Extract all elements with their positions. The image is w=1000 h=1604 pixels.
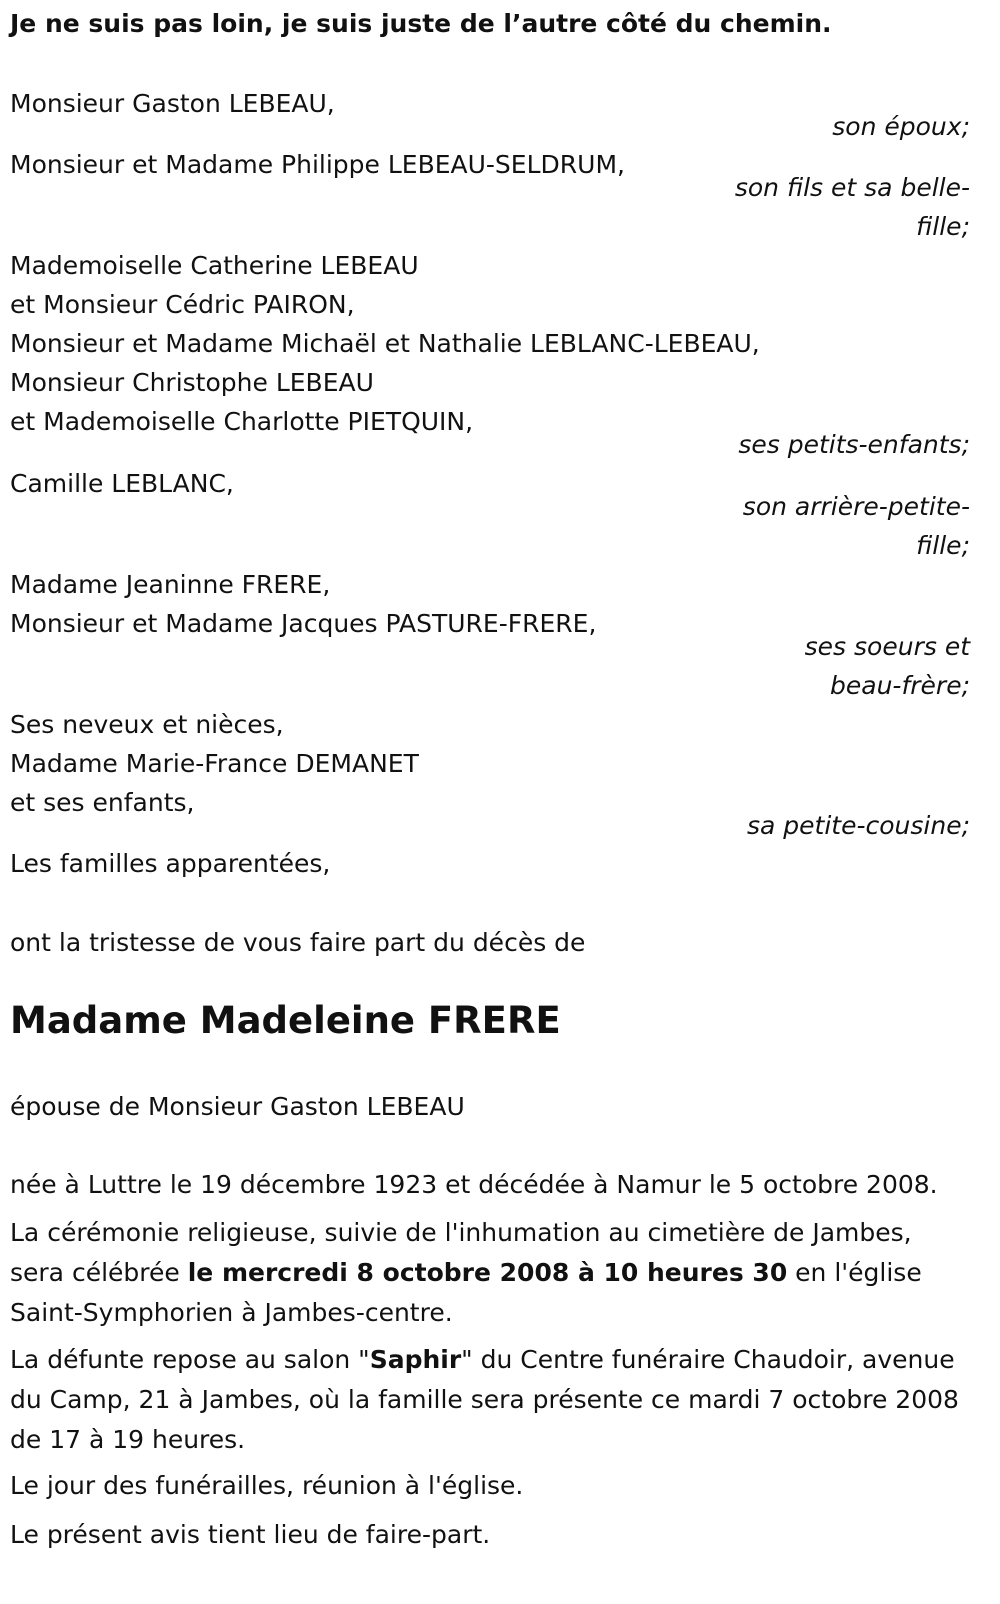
repose-text: La défunte repose au salon " [10,1345,370,1374]
ceremony-date: le mercredi 8 octobre 2008 à 10 heures 30 [187,1258,788,1287]
family-line: et ses enfants, [10,788,195,817]
family-line: Monsieur et Madame Philippe LEBEAU-SELDRUM, [10,150,625,179]
relation-label: fille; [916,212,970,241]
repose-text: " du Centre funéraire Chaudoir, avenue du Camp, 21 à Jambes, où la famille sera présente ce mardi 7 octobre 2008 de 17 à 19 heures. [10,1345,959,1454]
relation-label: ses soeurs et [804,632,970,661]
family-line: Monsieur et Madame Jacques PASTURE-FRERE, [10,609,597,638]
deceased-name: Madame Madeleine FRERE [10,999,561,1042]
relation-label: ses petits-enfants; [738,430,970,459]
salon-name: Saphir [369,1345,462,1374]
relation-label: son époux; [832,112,970,141]
family-line: Monsieur et Madame Michaël et Nathalie LEBLANC-LEBEAU, [10,329,760,358]
relation-label: fille; [916,531,970,560]
ceremony-paragraph [10,1213,972,1333]
family-line: Ses neveux et nièces, [10,710,284,739]
motto-heading: Je ne suis pas loin, je suis juste de l’autre côté du chemin. [10,9,832,38]
family-line: Mademoiselle Catherine LEBEAU [10,251,419,280]
repose-paragraph [10,1340,972,1460]
family-line: Madame Jeaninne FRERE, [10,570,331,599]
family-line: Monsieur Gaston LEBEAU, [10,89,335,118]
announcement-line: ont la tristesse de vous faire part du décès de [10,928,586,957]
birth-death-line: née à Luttre le 19 décembre 1923 et décédée à Namur le 5 octobre 2008. [10,1170,938,1199]
relation-label: sa petite-cousine; [747,811,970,840]
family-line: et Monsieur Cédric PAIRON, [10,290,355,319]
family-line: Monsieur Christophe LEBEAU [10,368,374,397]
relation-label: son arrière-petite- [742,492,970,521]
family-line: et Mademoiselle Charlotte PIETQUIN, [10,407,474,436]
notice-line: Le présent avis tient lieu de faire-part. [10,1520,491,1549]
ceremony-text: La cérémonie religieuse, suivie de l'inhumation au cimetière de Jambes, sera célébrée [10,1218,912,1287]
family-line: Les familles apparentées, [10,849,331,878]
family-line: Camille LEBLANC, [10,469,234,498]
relation-label: beau-frère; [830,671,970,700]
meeting-line: Le jour des funérailles, réunion à l'église. [10,1471,524,1500]
relation-label: son fils et sa belle- [734,173,970,202]
ceremony-text: en l'église Saint-Symphorien à Jambes-centre. [10,1258,922,1327]
family-line: Madame Marie-France DEMANET [10,749,419,778]
spouse-line: épouse de Monsieur Gaston LEBEAU [10,1092,465,1121]
